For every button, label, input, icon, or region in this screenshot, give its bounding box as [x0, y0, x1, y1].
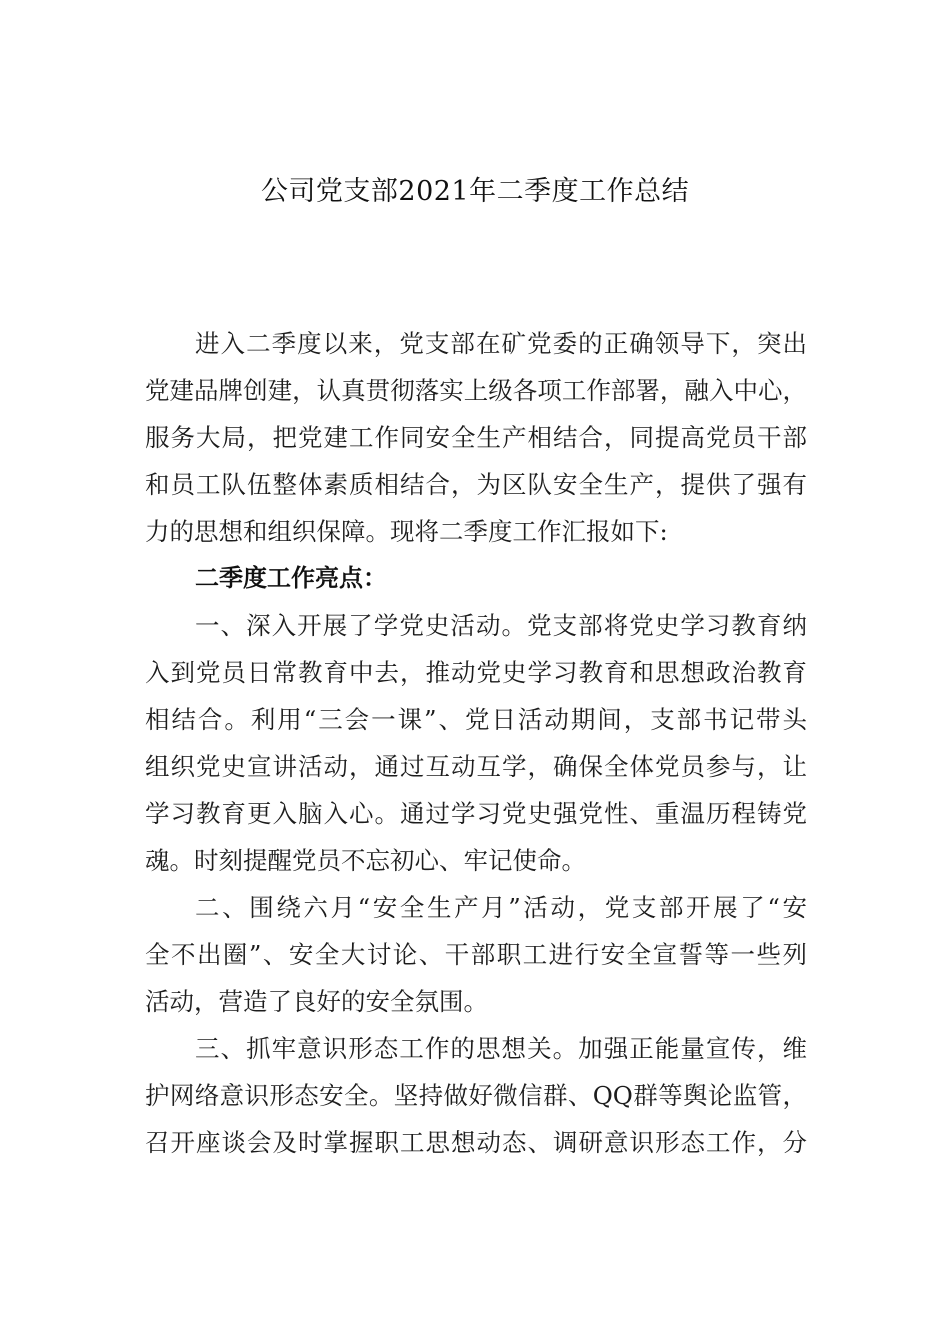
document-title: 公司党支部2021年二季度工作总结 — [260, 176, 690, 207]
paragraph-line: 进入二季度以来，党支部在矿党委的正确领导下，突出 — [195, 329, 807, 358]
document-body — [145, 320, 807, 1166]
paragraph-line: 力的思想和组织保障。现将二季度工作汇报如下: — [145, 517, 668, 546]
paragraph-line: 入到党员日常教育中去，推动党史学习教育和思想政治教育 — [145, 658, 807, 687]
paragraph-line: 召开座谈会及时掌握职工思想动态、调研意识形态工作，分 — [145, 1128, 807, 1157]
paragraph-line: 魂。时刻提醒党员不忘初心、牢记使命。 — [145, 846, 586, 875]
paragraph-line: 相结合。利用“三会一课”、党日活动期间，支部书记带头 — [145, 705, 807, 734]
paragraph-line: 二、围绕六月“安全生产月”活动，党支部开展了“安 — [195, 893, 807, 922]
paragraph-line: 服务大局，把党建工作同安全生产相结合，同提高党员干部 — [145, 423, 807, 452]
paragraph-line: 一、深入开展了学党史活动。党支部将党史学习教育纳 — [195, 611, 807, 640]
section-heading: 二季度工作亮点： — [195, 564, 387, 592]
paragraph-line: 全不出圈”、安全大讨论、干部职工进行安全宣誓等一些列 — [145, 940, 807, 969]
paragraph-line: 和员工队伍整体素质相结合，为区队安全生产，提供了强有 — [145, 470, 807, 499]
paragraph-line: 党建品牌创建，认真贯彻落实上级各项工作部署，融入中心， — [145, 376, 807, 405]
paragraph-line: 护网络意识形态安全。坚持做好微信群、QQ群等舆论监管， — [145, 1081, 807, 1110]
paragraph-line: 组织党史宣讲活动，通过互动互学，确保全体党员参与，让 — [145, 752, 807, 781]
paragraph-line: 活动，营造了良好的安全氛围。 — [145, 987, 488, 1016]
paragraph-line: 三、抓牢意识形态工作的思想关。加强正能量宣传，维 — [195, 1034, 807, 1063]
paragraph-line: 学习教育更入脑入心。通过学习党史强党性、重温历程铸党 — [145, 799, 807, 828]
